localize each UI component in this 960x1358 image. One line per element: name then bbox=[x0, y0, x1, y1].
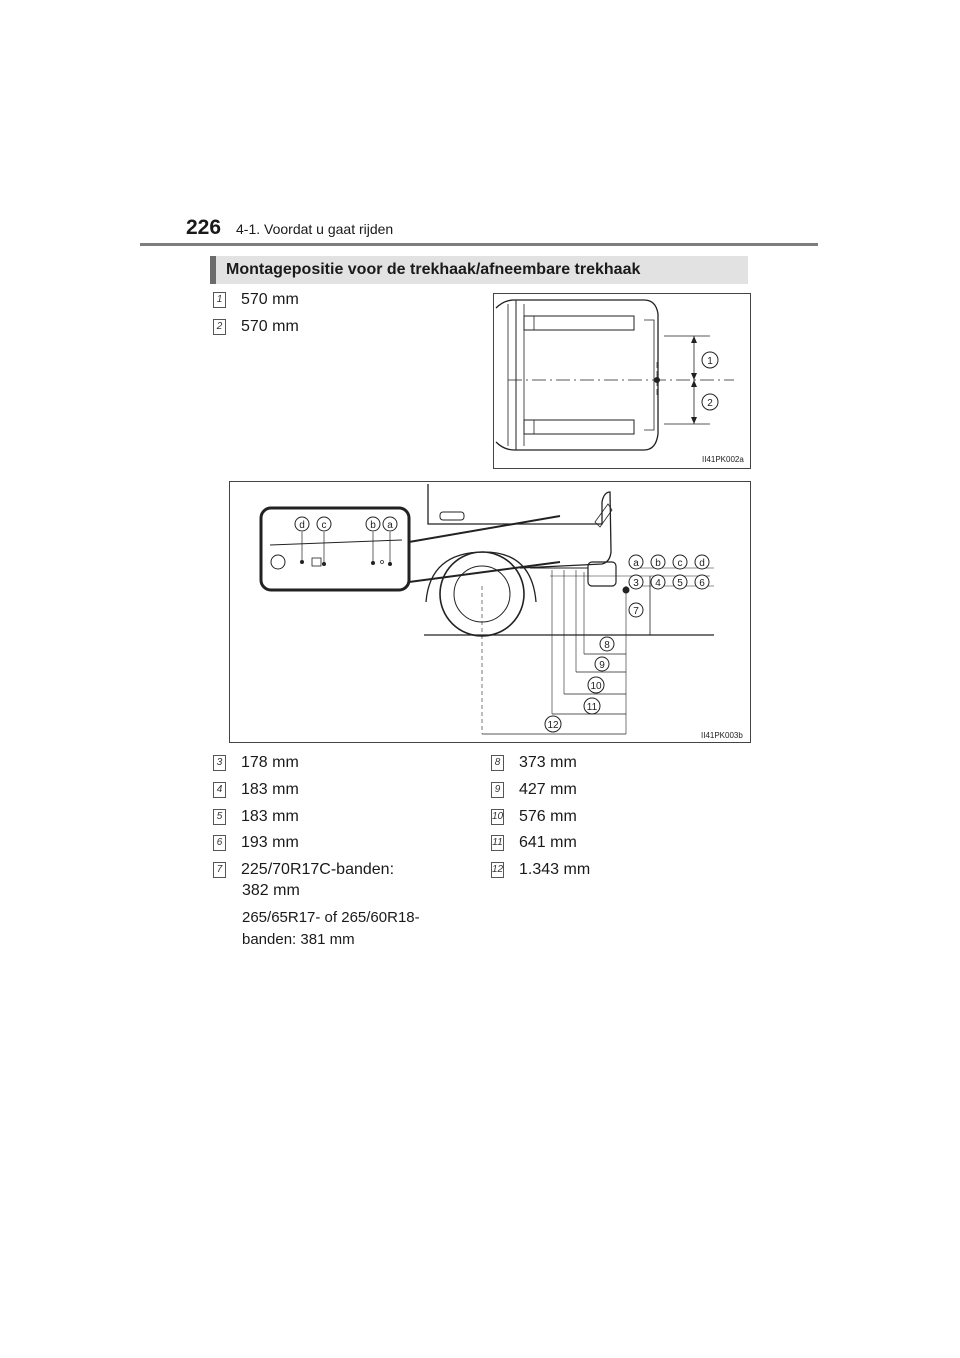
page-number: 226 bbox=[186, 216, 222, 239]
section-accent bbox=[210, 256, 216, 284]
item-number: 12 bbox=[491, 862, 504, 878]
list-item bbox=[213, 832, 299, 854]
item-value: 193 mm bbox=[241, 834, 299, 851]
dimension-label: 7 bbox=[633, 606, 639, 617]
list-item bbox=[213, 859, 394, 881]
item-value-continued: 382 mm bbox=[242, 882, 300, 899]
list-item bbox=[213, 289, 299, 311]
list-item bbox=[491, 806, 577, 828]
item-value: 576 mm bbox=[519, 808, 577, 825]
note-line: 265/65R17- of 265/60R18- bbox=[242, 909, 420, 926]
item-number: 10 bbox=[491, 809, 504, 825]
item-value: 641 mm bbox=[519, 834, 577, 851]
item-value: 225/70R17C-banden: bbox=[241, 861, 395, 878]
item-number: 3 bbox=[213, 755, 226, 771]
figure-code: II41PK002a bbox=[702, 455, 744, 464]
item-value: 570 mm bbox=[241, 318, 299, 335]
section-header bbox=[210, 256, 748, 284]
inset-letter: d bbox=[299, 520, 305, 531]
height-letter: d bbox=[699, 558, 705, 569]
item-value: 427 mm bbox=[519, 781, 577, 798]
dimension-label: 9 bbox=[599, 660, 605, 671]
height-letter: a bbox=[633, 558, 639, 569]
dimension-label: 10 bbox=[590, 681, 602, 692]
dimension-label: 11 bbox=[586, 702, 598, 713]
dimension-label: 1 bbox=[707, 356, 713, 367]
item-number: 6 bbox=[213, 835, 226, 851]
dimension-label: 5 bbox=[677, 578, 683, 589]
item-value: 183 mm bbox=[241, 781, 299, 798]
note-line: banden: 381 mm bbox=[242, 931, 355, 948]
item-number: 5 bbox=[213, 809, 226, 825]
list-item bbox=[491, 859, 590, 881]
list-item bbox=[213, 806, 299, 828]
item-number: 7 bbox=[213, 862, 226, 878]
header-rule bbox=[140, 243, 818, 246]
list-item bbox=[213, 779, 299, 801]
inset-letter: c bbox=[321, 520, 327, 531]
list-item bbox=[491, 832, 577, 854]
chapter-title: 4-1. Voordat u gaat rijden bbox=[236, 221, 394, 237]
figure-side-view bbox=[229, 481, 751, 743]
item-value: 570 mm bbox=[241, 291, 299, 308]
item-number: 8 bbox=[491, 755, 504, 771]
item-number: 11 bbox=[491, 835, 504, 851]
height-letter: b bbox=[655, 558, 661, 569]
inset-letter: a bbox=[387, 520, 393, 531]
list-item bbox=[213, 316, 299, 338]
item-number: 9 bbox=[491, 782, 504, 798]
dimension-label: 12 bbox=[547, 720, 559, 731]
item-number: 2 bbox=[213, 319, 226, 335]
section-title: Montagepositie voor de trekhaak/afneembare trekhaak bbox=[226, 261, 641, 278]
item-number: 4 bbox=[213, 782, 226, 798]
dimension-label: 6 bbox=[699, 578, 705, 589]
list-item bbox=[213, 752, 299, 774]
figure-code: II41PK003b bbox=[701, 731, 743, 740]
list-item bbox=[491, 779, 577, 801]
item-value: 373 mm bbox=[519, 754, 577, 771]
list-item bbox=[491, 752, 577, 774]
item-value: 183 mm bbox=[241, 808, 299, 825]
inset-letter: b bbox=[370, 520, 376, 531]
figure-top-view bbox=[493, 293, 751, 469]
dimension-label: 3 bbox=[633, 578, 639, 589]
dimension-label: 4 bbox=[655, 578, 661, 589]
dimension-label: 2 bbox=[707, 398, 713, 409]
dimension-label: 8 bbox=[604, 640, 610, 651]
item-number: 1 bbox=[213, 292, 226, 308]
item-value: 178 mm bbox=[241, 754, 299, 771]
item-value: 1.343 mm bbox=[519, 861, 591, 878]
height-letter: c bbox=[677, 558, 683, 569]
